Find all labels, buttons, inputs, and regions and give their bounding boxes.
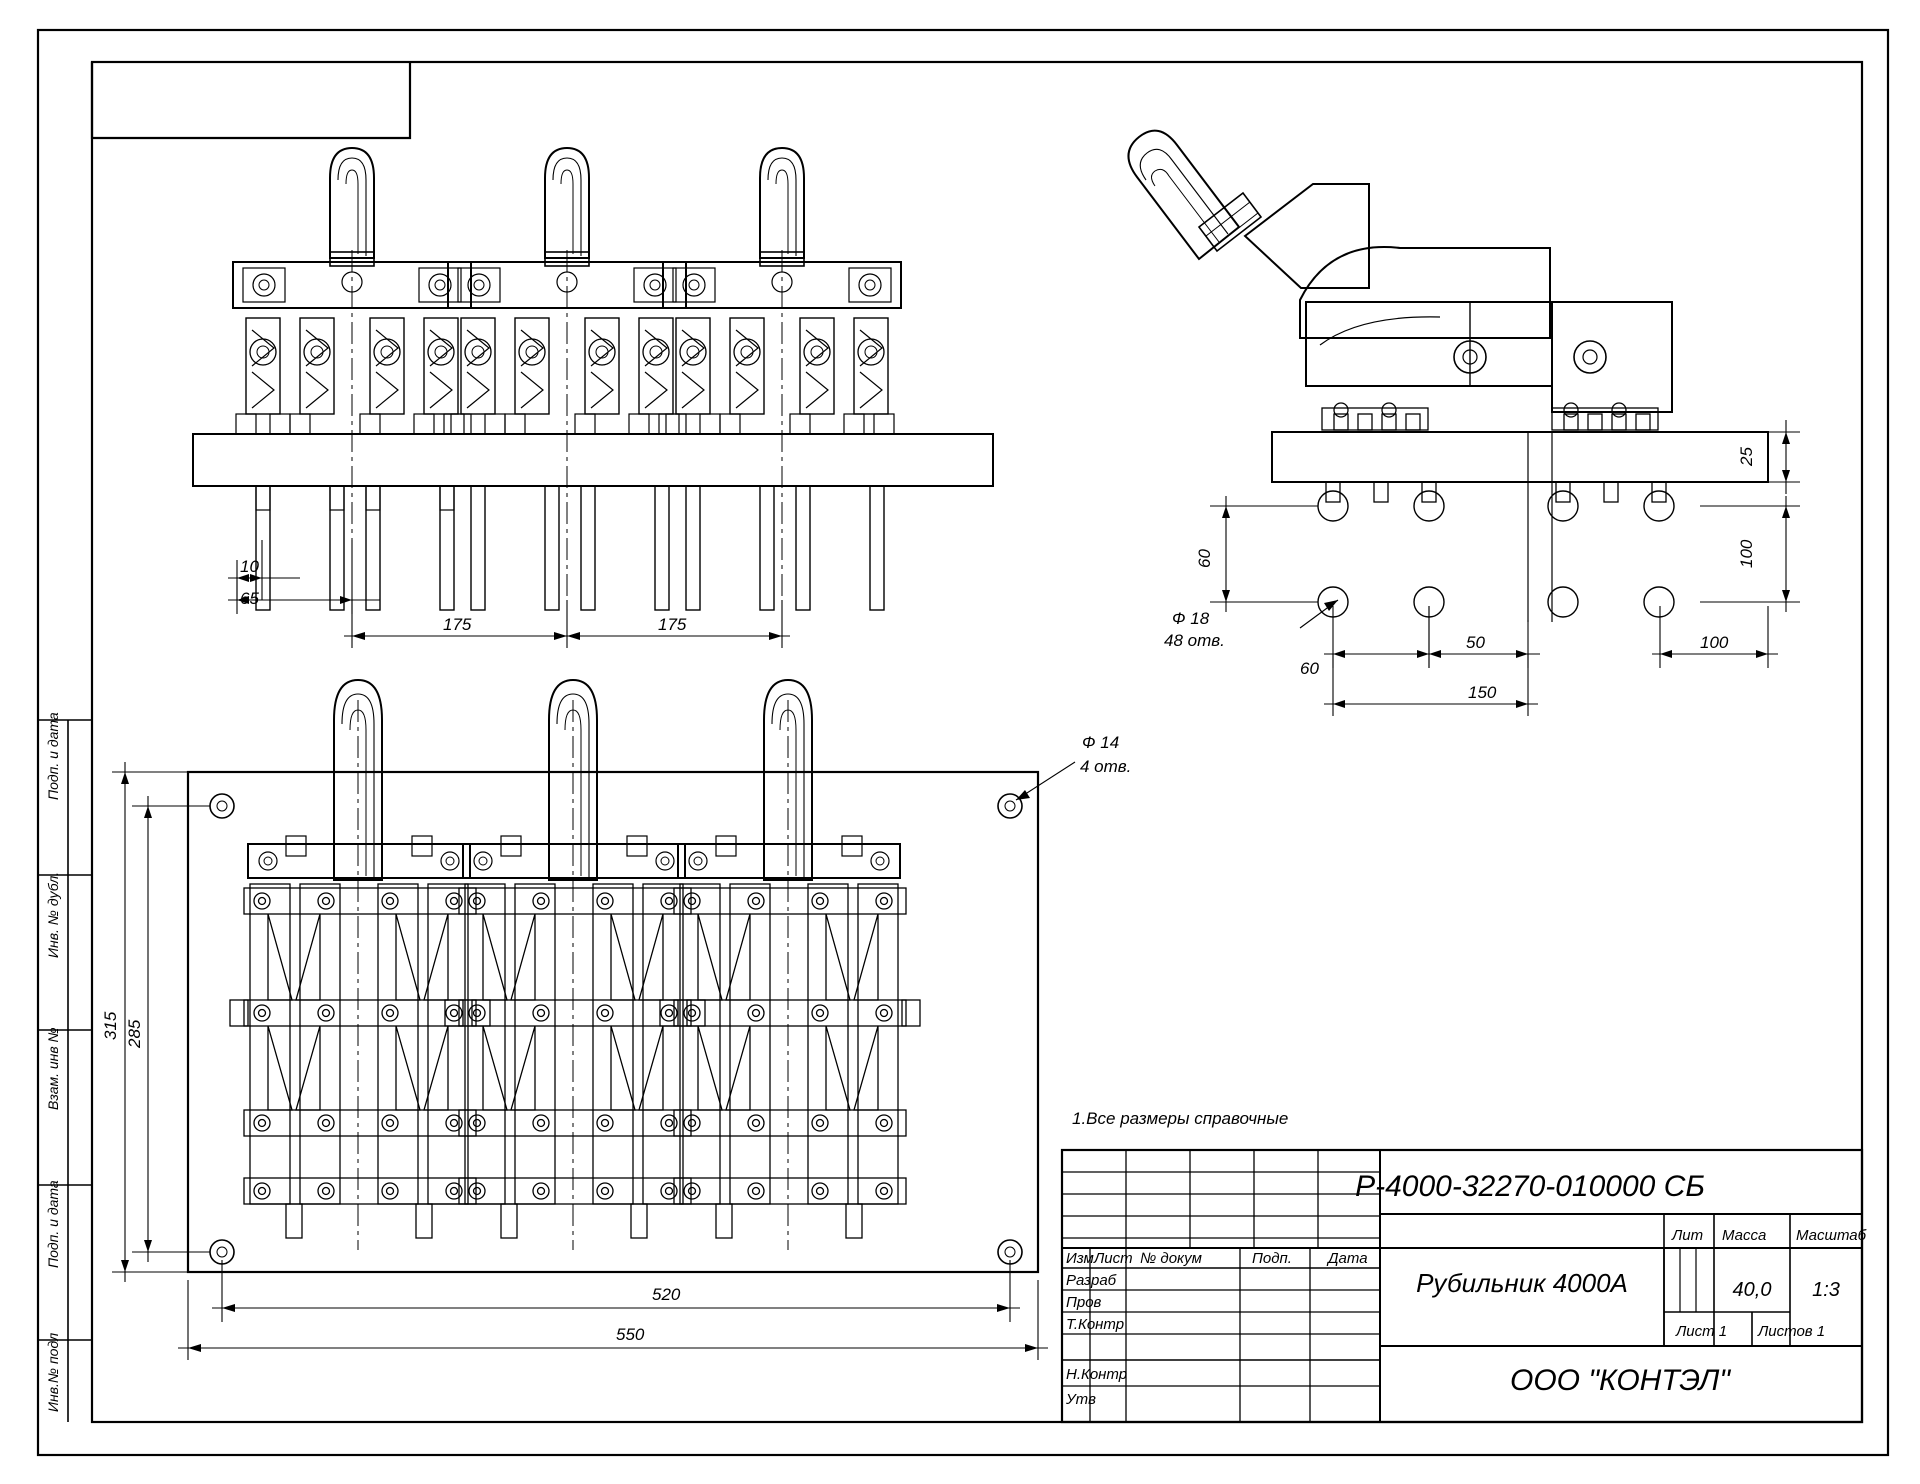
dim-520: 520 — [652, 1285, 681, 1304]
side-label-0: Подп. и дата — [45, 712, 61, 800]
side-view — [1128, 131, 1768, 622]
side-label-4: Инв.№ подл — [45, 1332, 61, 1412]
dim-10: 10 — [240, 557, 259, 576]
contact-stack-1a — [236, 318, 290, 434]
plan-view — [188, 680, 1038, 1272]
callout-hole18-line2: 48 отв. — [1164, 631, 1225, 650]
dim-60-v: 60 — [1195, 549, 1214, 568]
technical-note: 1.Все размеры справочные — [1072, 1109, 1289, 1128]
dim-60-h: 60 — [1300, 659, 1319, 678]
side-label-3: Подп. и дата — [45, 1180, 61, 1268]
dim-50: 50 — [1466, 633, 1485, 652]
product-title: Рубильник 4000А — [1416, 1268, 1628, 1298]
handle-2 — [545, 148, 589, 266]
handle-3 — [760, 148, 804, 266]
stamp-header-massa: Масса — [1722, 1227, 1767, 1244]
side-label-1: Инв. № дубл. — [45, 871, 61, 958]
plan-view-dimension-labels — [101, 733, 1131, 1344]
handle-1 — [330, 148, 374, 266]
dim-100-v: 100 — [1737, 539, 1756, 568]
stamp-header-data: Дата — [1328, 1250, 1368, 1267]
designation: Р-4000-32270-010000 СБ — [1355, 1170, 1705, 1203]
side-view-dimensions — [1210, 420, 1800, 716]
contact-stack-1b — [290, 318, 334, 434]
stamp-row-2: Т.Контр — [1066, 1316, 1125, 1333]
stamp-row-0: Разраб — [1066, 1272, 1117, 1289]
side-label-2: Взам. инв № — [45, 1027, 61, 1110]
stamp-header-masshtab: Масштаб — [1796, 1227, 1867, 1244]
dim-175-left: 175 — [443, 615, 472, 634]
dim-315: 315 — [101, 1011, 120, 1040]
left-margin-labels — [45, 712, 61, 1412]
front-view-dimensions — [228, 540, 790, 648]
stamp-row-3: Н.Контр — [1066, 1366, 1128, 1383]
stamp-header-lit: Лит — [1672, 1227, 1704, 1244]
contact-stack-1c — [360, 318, 404, 434]
stamp-row-1: Пров — [1066, 1294, 1102, 1311]
title-block-text — [1065, 1170, 1867, 1408]
company-name: ООО "КОНТЭЛ" — [1509, 1364, 1731, 1397]
dim-65: 65 — [240, 589, 259, 608]
dim-285: 285 — [125, 1019, 144, 1048]
stamp-row-4: Утв — [1066, 1391, 1096, 1408]
stamp-header-podp: Подп. — [1252, 1250, 1292, 1267]
callout-hole14-line1: Ф 14 — [1082, 733, 1120, 752]
dim-175-right: 175 — [658, 615, 687, 634]
plan-pole-2 — [445, 680, 705, 1250]
stamp-header-izm: Изм — [1066, 1250, 1094, 1267]
stamp-header-list: Лист — [1094, 1250, 1133, 1267]
sheet-frame — [38, 30, 1888, 1455]
side-handle — [1128, 131, 1261, 259]
contact-stack-1d — [414, 318, 464, 434]
front-view-dimension-labels — [240, 557, 687, 634]
sheet-number: Лист 1 — [1676, 1323, 1728, 1340]
sheets-total: Листов 1 — [1758, 1323, 1826, 1340]
mass-value: 40,0 — [1732, 1279, 1772, 1301]
scale-value: 1:3 — [1812, 1279, 1840, 1301]
callout-hole18-line1: Ф 18 — [1172, 609, 1210, 628]
dim-550: 550 — [616, 1325, 645, 1344]
side-view-dimension-labels — [1164, 447, 1756, 702]
front-view — [193, 148, 993, 630]
plan-pole-3 — [660, 680, 920, 1250]
stamp-header-docum: № докум — [1140, 1250, 1202, 1267]
plan-pole-1 — [230, 680, 490, 1250]
callout-hole14-line2: 4 отв. — [1080, 757, 1132, 776]
dim-25: 25 — [1737, 447, 1756, 466]
dim-100-h: 100 — [1700, 633, 1729, 652]
dim-150: 150 — [1468, 683, 1497, 702]
